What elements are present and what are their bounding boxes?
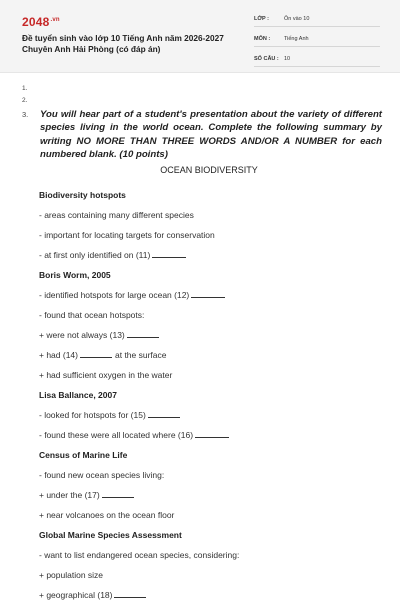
line-text: - found these were all located where (16) [39, 430, 194, 440]
answer-blank[interactable] [127, 328, 159, 338]
line-text: + geographical (18) [39, 590, 113, 600]
line-text: - found that ocean hotspots: [39, 310, 145, 320]
summary-line [39, 468, 379, 488]
meta-key: LỚP : [254, 16, 269, 22]
section-heading [39, 268, 379, 288]
answer-blank[interactable] [195, 428, 229, 438]
summary-line [39, 248, 379, 268]
summary-line [39, 488, 379, 508]
line-text: Census of Marine Life [39, 450, 128, 460]
summary-content [39, 165, 379, 608]
question-number: 1. [22, 85, 28, 92]
line-text: + were not always (13) [39, 330, 125, 340]
line-text: Global Marine Species Assessment [39, 530, 182, 540]
summary-line [39, 228, 379, 248]
summary-line [39, 428, 379, 448]
summary-line [39, 568, 379, 588]
line-text: + had sufficient oxygen in the water [39, 370, 173, 380]
line-text: + had (14) [39, 350, 78, 360]
document-title: Đề tuyển sinh vào lớp 10 Tiếng Anh năm 2026-2027 Chuyên Anh Hải Phòng (có đáp án) [22, 33, 224, 54]
line-text: - found new ocean species living: [39, 470, 165, 480]
answer-blank[interactable] [191, 288, 225, 298]
line-text: - areas containing many different species [39, 210, 194, 220]
meta-row-count [254, 52, 380, 67]
line-text: - at first only identified on (11) [39, 250, 151, 260]
logo-suffix: .vn [50, 17, 60, 23]
answer-blank[interactable] [80, 348, 112, 358]
question-3 [22, 108, 382, 162]
meta-value: Tiếng Anh [284, 36, 309, 42]
summary-line [39, 348, 379, 368]
section-heading [39, 188, 379, 208]
line-text: - identified hotspots for large ocean (12) [39, 290, 190, 300]
line-text: + under the (17) [39, 490, 100, 500]
question-instructions: You will hear part of a student's presentation about the variety of different species living in the world ocean. Complete the following summary by writing NO MORE THAN THREE WORDS AND/OR A NUMBER for each numbered blank. (10 points) [40, 109, 382, 161]
summary-line [39, 308, 379, 328]
summary-line [39, 588, 379, 608]
line-text: - looked for hotspots for (15) [39, 410, 146, 420]
section-heading [39, 448, 379, 468]
summary-line [39, 508, 379, 528]
page-header [0, 0, 400, 73]
question-number: 3. [22, 110, 29, 119]
meta-key: SỐ CÂU : [254, 56, 279, 62]
meta-key: MÔN : [254, 36, 271, 42]
site-logo[interactable] [22, 15, 60, 29]
summary-lines [39, 188, 379, 608]
meta-value: Ôn vào 10 [284, 16, 310, 22]
question-number: 2. [22, 97, 28, 104]
meta-value: 10 [284, 56, 291, 62]
summary-line [39, 548, 379, 568]
summary-line [39, 288, 379, 308]
summary-line [39, 328, 379, 348]
question-number-list [22, 83, 27, 107]
summary-line [39, 208, 379, 228]
line-text: - want to list endangered ocean species, considering: [39, 550, 240, 560]
line-text: Biodiversity hotspots [39, 190, 126, 200]
line-text: Boris Worm, 2005 [39, 270, 111, 280]
line-text: Lisa Ballance, 2007 [39, 390, 117, 400]
section-heading [39, 388, 379, 408]
section-heading [39, 528, 379, 548]
line-text: - important for locating targets for conservation [39, 230, 215, 240]
meta-table [254, 12, 380, 72]
line-text: + population size [39, 570, 104, 580]
summary-line [39, 368, 379, 388]
summary-title: OCEAN BIODIVERSITY [160, 165, 258, 175]
answer-blank[interactable] [102, 488, 134, 498]
meta-row-subject [254, 32, 380, 47]
logo-main: 2048 [22, 15, 50, 29]
summary-line [39, 408, 379, 428]
answer-blank[interactable] [148, 408, 180, 418]
line-text: + near volcanoes on the ocean floor [39, 510, 175, 520]
line-text-after: at the surface [115, 350, 167, 360]
meta-row-class [254, 12, 380, 27]
answer-blank[interactable] [152, 248, 186, 258]
answer-blank[interactable] [114, 588, 146, 598]
